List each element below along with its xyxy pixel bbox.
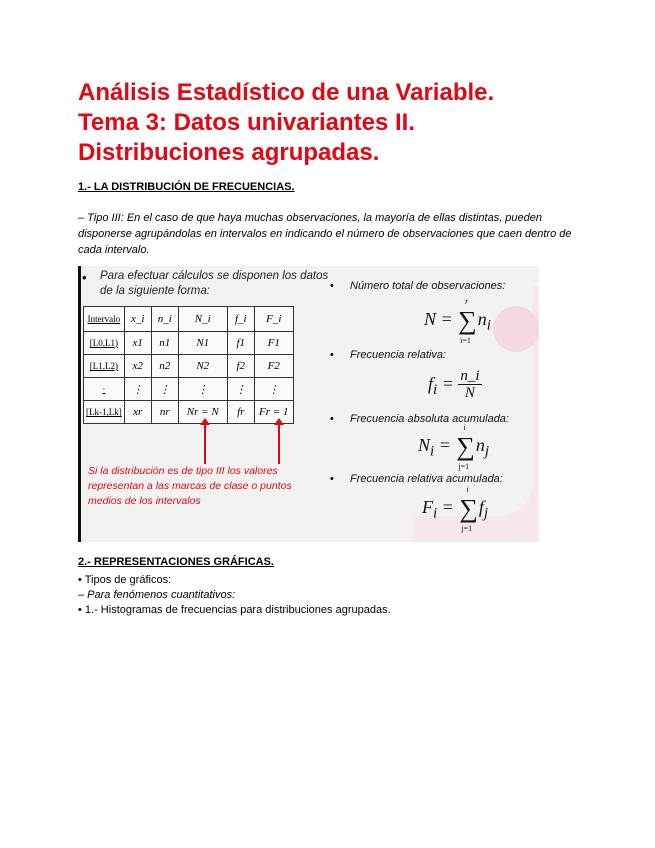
sigma-icon: ∑ i j=1 — [459, 485, 478, 533]
table-cell: n2 — [151, 355, 178, 378]
title-line-2: Tema 3: Datos univariantes II. — [78, 109, 415, 136]
quantitative-phenomena-line: – Para fenómenos cuantitativos: — [78, 589, 236, 601]
frequency-table — [83, 306, 294, 424]
document-title — [78, 78, 618, 168]
label-absolute-cumulative: Frecuencia absoluta acumulada: — [350, 413, 509, 425]
table-header-row — [84, 307, 294, 332]
table-cell: x2 — [124, 355, 151, 378]
table-header-cell: N_i — [178, 307, 227, 332]
section-2-heading: 2.- REPRESENTACIONES GRÁFICAS. — [78, 556, 274, 568]
label-total-observations: Número total de observaciones: — [350, 280, 506, 292]
slide-left-border — [78, 266, 81, 542]
title-line-1: Análisis Estadístico de una Variable. — [78, 79, 495, 106]
table-cell: ⋮ — [178, 378, 227, 401]
table-cell: f1 — [227, 332, 254, 355]
frequency-slide-image — [78, 266, 539, 542]
red-arrow-icon — [278, 424, 280, 464]
intro-bullet: • — [82, 270, 87, 285]
table-cell: ⋮ — [151, 378, 178, 401]
bullet-4: • — [330, 473, 334, 485]
bullet-1: • — [330, 280, 334, 292]
histograms-line: • 1.- Histogramas de frecuencias para distribuciones agrupadas. — [78, 604, 391, 616]
table-row — [84, 401, 294, 424]
table-cell: ⋮ — [124, 378, 151, 401]
table-cell: fr — [227, 401, 254, 424]
table-cell: Fr = 1 — [254, 401, 293, 424]
table-cell: f2 — [227, 355, 254, 378]
graph-types-line: • Tipos de gráficos: — [78, 574, 172, 586]
fraction: $\frac{n\_i}{N}$ — [460, 368, 480, 401]
formula-relative: $f_i$ = $\frac{n\_i}{N}$ — [428, 368, 480, 401]
label-relative-cumulative: Frecuencia relativa acumulada: — [350, 473, 503, 485]
sigma-icon: ∑ i j=1 — [456, 423, 475, 471]
table-cell: Nr = N — [178, 401, 227, 424]
table-cell: xr — [124, 401, 151, 424]
formula-sub: i — [486, 317, 491, 334]
section-1-heading: 1.- LA DISTRIBUCIÓN DE FRECUENCIAS. — [78, 181, 295, 193]
table-cell: ⋮ — [227, 378, 254, 401]
table-cell: · — [84, 378, 125, 401]
slide-intro-text: Para efectuar cálculos se disponen los datos de la siguiente forma: — [100, 270, 329, 297]
table-cell: [L1,L2) — [84, 355, 125, 378]
title-line-3: Distribuciones agrupadas. — [78, 139, 380, 166]
table-cell: ⋮ — [254, 378, 293, 401]
table-cell: [Lk-1,Lk] — [84, 401, 125, 424]
table-row — [84, 355, 294, 378]
section-1-paragraph: – Tipo III: En el caso de que haya muchas observaciones, la mayoría de ellas distintas, pueden disponerse agrupándolas en intervalos en indicando el número de observaciones que caen dentro de cada intervalo. — [78, 212, 572, 256]
table-header-cell: n_i — [151, 307, 178, 332]
table-row — [84, 332, 294, 355]
table-header-cell: Intervalo — [84, 307, 125, 332]
table-cell: [L0,L1) — [84, 332, 125, 355]
table-cell: x1 — [124, 332, 151, 355]
formula-term: f — [428, 373, 434, 394]
table-header-cell: F_i — [254, 307, 293, 332]
label-relative-frequency: Frecuencia relativa: — [350, 349, 446, 361]
formula-relative-cumulative: $F_i$ = ∑ i j=1 $f_j$ — [422, 485, 489, 533]
table-cell: F1 — [254, 332, 293, 355]
bullet-3: • — [330, 413, 334, 425]
formula-absolute-cumulative: $N_i$ = ∑ i j=1 $n_j$ — [418, 423, 490, 471]
table-header-cell: f_i — [227, 307, 254, 332]
formula-term: n — [477, 309, 487, 330]
watermark-dot — [493, 306, 539, 352]
table-header-cell: x_i — [124, 307, 151, 332]
sigma-icon: ∑ r i=1 — [458, 297, 477, 345]
class-mark-note: Si la distribución es de tipo III los valores representan a las marcas de clase o puntos medios de los intervalos — [88, 465, 292, 507]
table-cell: F2 — [254, 355, 293, 378]
table-cell: n1 — [151, 332, 178, 355]
red-arrow-icon — [204, 424, 206, 464]
formula-text: N = — [424, 309, 453, 330]
table-cell: N1 — [178, 332, 227, 355]
table-cell: N2 — [178, 355, 227, 378]
table-row — [84, 378, 294, 401]
table-cell: nr — [151, 401, 178, 424]
formula-total — [424, 297, 491, 345]
bullet-2: • — [330, 349, 334, 361]
